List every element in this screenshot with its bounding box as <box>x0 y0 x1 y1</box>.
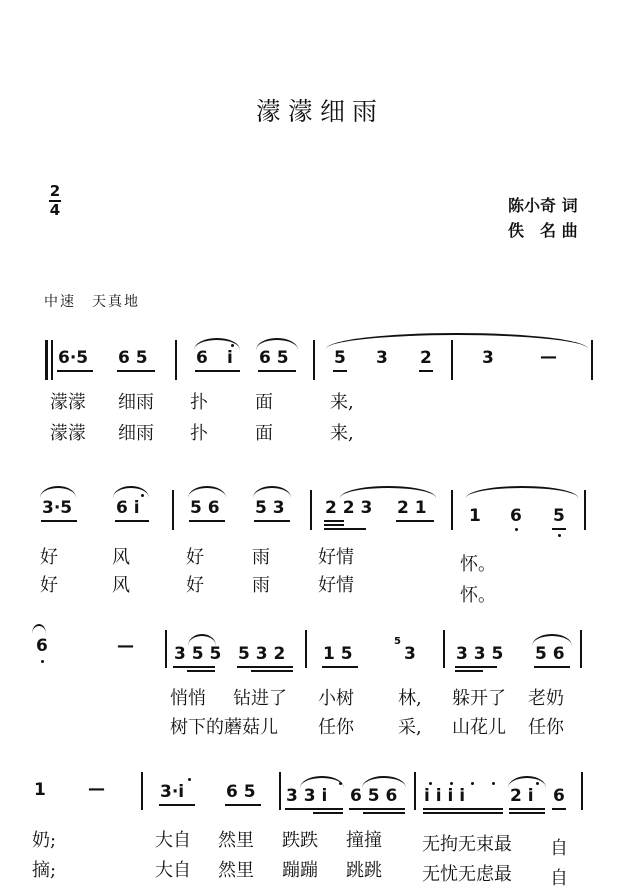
lyric: 好情 <box>318 547 354 568</box>
lyric: 老奶 <box>528 688 564 709</box>
note: 3 <box>482 348 494 368</box>
barline <box>141 772 143 810</box>
high-octave-dot <box>429 782 432 785</box>
note: i i i i <box>424 786 466 806</box>
beam <box>173 666 187 668</box>
lyricist-credit: 陈小奇 词 <box>508 196 578 215</box>
note: 3·5 <box>42 498 73 518</box>
lyric: 来, <box>330 423 354 444</box>
lyric: 扑 <box>190 423 208 444</box>
lyric: 雨 <box>252 575 270 596</box>
lyric: 好 <box>186 547 204 568</box>
tie <box>32 624 46 634</box>
composer-credit: 佚 名 曲 <box>508 221 578 240</box>
lyric: 自 <box>550 838 568 859</box>
lyric: 跳跳 <box>346 860 382 881</box>
song-title: 濛濛细雨 <box>255 97 384 126</box>
lyric: 大自 <box>155 830 191 851</box>
beam <box>324 520 344 522</box>
lyric: 任你 <box>528 717 564 738</box>
beam <box>534 666 570 668</box>
slur <box>466 486 578 498</box>
high-octave-dot <box>231 344 234 347</box>
high-octave-dot <box>450 782 453 785</box>
beam <box>57 370 93 372</box>
duration-dash: — <box>88 779 105 799</box>
beam <box>115 520 149 522</box>
lyric: 好 <box>40 575 58 596</box>
barline <box>584 490 586 530</box>
beam <box>187 666 215 668</box>
beam <box>483 666 497 668</box>
high-octave-dot <box>471 782 474 785</box>
lyric: 无忧无虑最 <box>422 864 512 885</box>
lyric: 好情 <box>318 575 354 596</box>
lyric: 树下的蘑菇儿 <box>170 717 278 738</box>
note: 3 5 5 <box>174 644 222 664</box>
time-signature <box>48 183 62 219</box>
lyric: 自 <box>550 868 568 889</box>
beam <box>322 666 358 668</box>
lyric: 钻进了 <box>233 688 287 709</box>
lyric: 好 <box>186 575 204 596</box>
tempo-marking: 中速 天真地 <box>44 294 140 310</box>
beam <box>419 370 433 372</box>
barline <box>310 490 312 530</box>
lyric: 无拘无束最 <box>422 834 512 855</box>
beam <box>423 808 503 810</box>
lyric: 跌跌 <box>282 830 318 851</box>
beam <box>251 670 293 672</box>
slur <box>188 486 226 498</box>
note: 6 <box>196 348 208 368</box>
barline <box>451 490 453 530</box>
note: 6 5 6 <box>350 786 398 806</box>
beam <box>349 808 363 810</box>
note: i <box>227 348 233 368</box>
slur <box>40 486 76 498</box>
barline <box>414 772 416 810</box>
beam <box>195 370 240 372</box>
lyric: 悄悄 <box>170 688 206 709</box>
beam <box>251 666 293 668</box>
beam <box>455 670 483 672</box>
note: 2 <box>420 348 432 368</box>
lyric: 细雨 <box>118 423 154 444</box>
note: 6·5 <box>58 348 89 368</box>
beam <box>363 812 405 814</box>
lyric: 奶; <box>32 830 57 851</box>
beam <box>225 804 261 806</box>
beam <box>363 808 405 810</box>
note: 1 5 <box>323 644 353 664</box>
lyric: 大自 <box>155 860 191 881</box>
beam <box>423 812 503 814</box>
beam <box>509 812 545 814</box>
beam <box>117 370 155 372</box>
note: 6 i <box>116 498 140 518</box>
lyric: 摘; <box>32 860 57 881</box>
lyric: 蹦蹦 <box>282 860 318 881</box>
note: 1 <box>469 506 481 526</box>
duration-dash: — <box>540 347 557 367</box>
grace-note: 5 <box>394 636 401 647</box>
lyric: 雨 <box>252 547 270 568</box>
beam <box>237 666 251 668</box>
lyric: 然里 <box>218 860 254 881</box>
note: 6 5 <box>226 782 256 802</box>
barline <box>172 490 174 530</box>
beam <box>509 808 545 810</box>
note: 5 3 <box>255 498 285 518</box>
lyric: 小树 <box>318 688 354 709</box>
lyric: 然里 <box>218 830 254 851</box>
lyric: 怀。 <box>460 554 496 575</box>
note: 5 6 <box>535 644 565 664</box>
barline <box>305 630 307 668</box>
lyric: 山花儿 <box>452 717 506 738</box>
low-octave-dot <box>558 534 561 537</box>
time-signature-bottom: 4 <box>49 201 61 219</box>
note: 6 <box>553 786 565 806</box>
note: 3·i <box>160 782 185 802</box>
lyric: 任你 <box>318 717 354 738</box>
beam <box>455 666 483 668</box>
lyric: 林, <box>398 688 422 709</box>
low-octave-dot <box>515 528 518 531</box>
note: 3 3 5 <box>456 644 504 664</box>
note: 6 <box>510 506 522 526</box>
slur <box>253 486 291 498</box>
barline <box>51 340 53 380</box>
note: 5 <box>334 348 346 368</box>
lyric: 面 <box>255 392 273 413</box>
note: 2 1 <box>397 498 427 518</box>
time-signature-top: 2 <box>49 182 61 200</box>
lyric: 扑 <box>190 392 208 413</box>
lyric: 好 <box>40 547 58 568</box>
beam <box>41 520 77 522</box>
note: 5 6 <box>190 498 220 518</box>
beam <box>159 804 195 806</box>
high-octave-dot <box>339 782 342 785</box>
note: 6 <box>36 636 48 656</box>
high-octave-dot <box>536 782 539 785</box>
beam <box>285 808 313 810</box>
beam <box>552 528 566 530</box>
barline <box>580 630 582 668</box>
beam <box>189 520 225 522</box>
barline <box>591 340 593 380</box>
high-octave-dot <box>492 782 495 785</box>
lyric: 濛濛 <box>50 392 86 413</box>
lyric: 风 <box>112 547 130 568</box>
lyric: 风 <box>112 575 130 596</box>
barline <box>175 340 177 380</box>
barline <box>451 340 453 380</box>
lyric: 来, <box>330 392 354 413</box>
high-octave-dot <box>188 778 191 781</box>
low-octave-dot <box>41 660 44 663</box>
note: 2 2 3 <box>325 498 373 518</box>
beam <box>187 670 215 672</box>
beam <box>254 520 290 522</box>
high-octave-dot <box>141 494 144 497</box>
beam <box>552 808 566 810</box>
beam <box>313 812 343 814</box>
note: 5 3 2 <box>238 644 286 664</box>
note: 3 3 i <box>286 786 328 806</box>
note: 1 <box>34 780 46 800</box>
beam <box>324 528 366 530</box>
note: 6 5 <box>259 348 289 368</box>
start-repeat-barline <box>45 340 48 380</box>
lyric: 濛濛 <box>50 423 86 444</box>
note: 3 <box>404 644 416 664</box>
beam <box>313 808 343 810</box>
beam <box>258 370 296 372</box>
barline <box>165 630 167 668</box>
lyric: 采, <box>398 717 422 738</box>
slur <box>340 486 436 498</box>
lyric: 撞撞 <box>346 830 382 851</box>
beam <box>396 520 434 522</box>
note: 6 5 <box>118 348 148 368</box>
lyric: 躲开了 <box>452 688 506 709</box>
barline <box>313 340 315 380</box>
barline <box>581 772 583 810</box>
beam <box>324 524 344 526</box>
note: 3 <box>376 348 388 368</box>
note: 5 <box>553 506 565 526</box>
beam <box>333 370 347 372</box>
duration-dash: — <box>117 636 134 656</box>
barline <box>279 772 281 810</box>
note: 2 i <box>510 786 534 806</box>
lyric: 怀。 <box>460 585 496 606</box>
lyric: 面 <box>255 423 273 444</box>
barline <box>443 630 445 668</box>
lyric: 细雨 <box>118 392 154 413</box>
